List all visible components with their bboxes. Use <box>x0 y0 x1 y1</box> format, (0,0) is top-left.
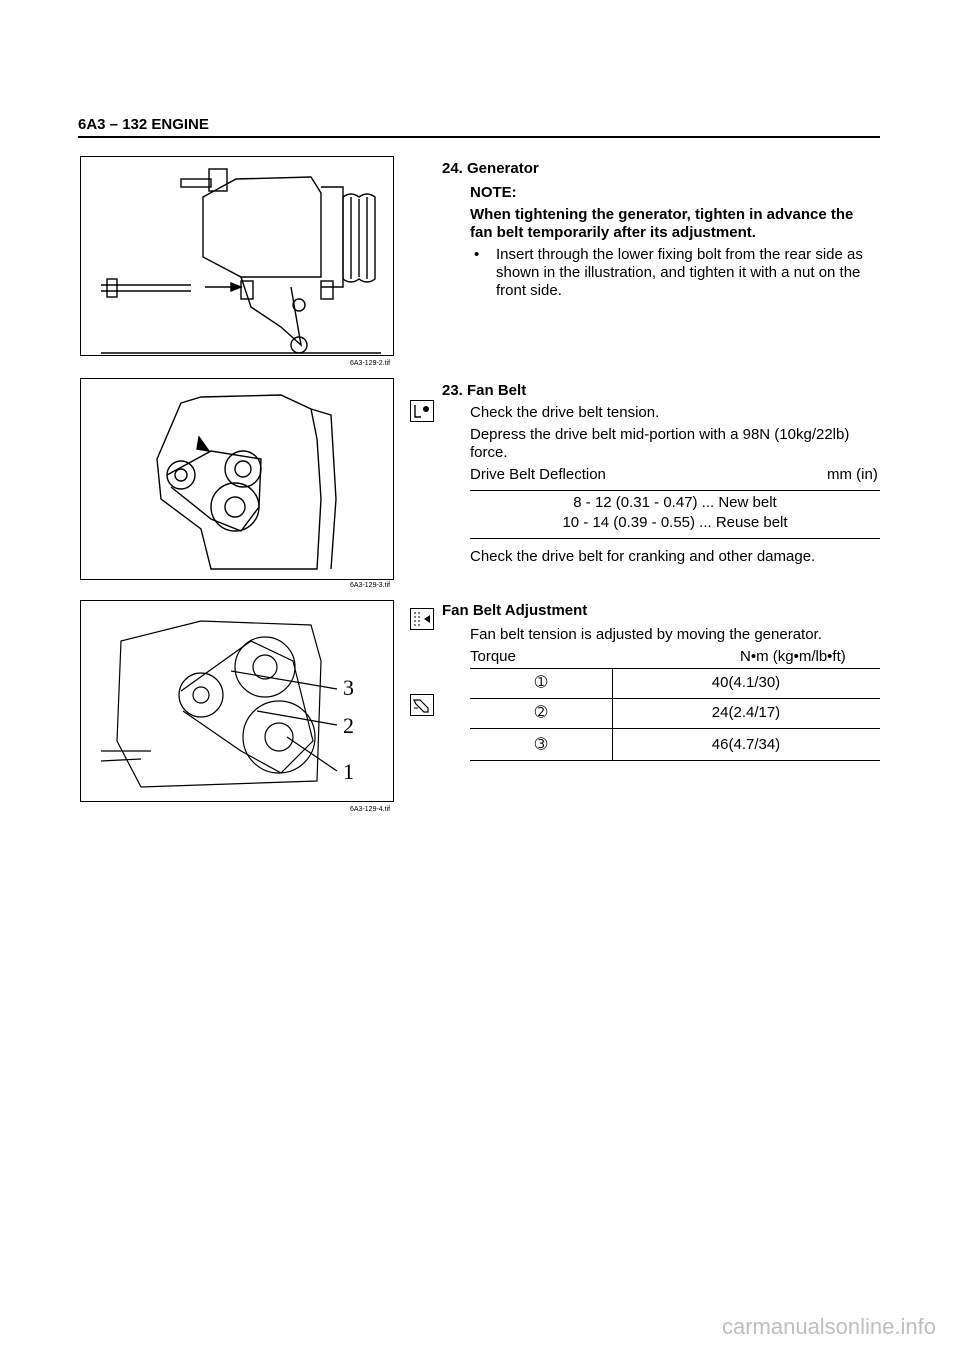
torque-row-id: ➁ <box>534 704 548 721</box>
torque-label: Torque <box>470 648 516 665</box>
spec-label: Drive Belt Deflection <box>470 466 606 483</box>
figure-caption: 6A3-129-3.tif <box>350 582 391 589</box>
inspect-icon <box>410 400 434 422</box>
torque-unit: N•m (kg•m/lb•ft) <box>740 648 846 665</box>
fan-belt-line2: Depress the drive belt mid-portion with a 98N (10kg/22lb) force. <box>470 426 850 461</box>
watermark: carmanualsonline.info <box>721 1314 936 1339</box>
torque-row-value: 40(4.1/30) <box>711 674 781 691</box>
torque-wrench-icon <box>410 694 434 716</box>
callout-3: 3 <box>343 675 354 700</box>
torque-row-id: ➂ <box>534 736 548 753</box>
spec-rule-bottom <box>470 538 880 539</box>
note-label: NOTE: <box>470 184 517 201</box>
table-rule <box>470 668 880 669</box>
callout-1: 1 <box>343 759 354 784</box>
spec-unit: mm (in) <box>827 466 878 483</box>
adjustment-line1: Fan belt tension is adjusted by moving the generator. <box>470 626 822 643</box>
bullet-text: Insert through the lower fixing bolt from the rear side as shown in the illustration, and tighten it with a nut on the front side. <box>496 246 863 299</box>
figure-generator <box>80 156 394 356</box>
adjustment-illustration <box>81 601 393 801</box>
adjust-icon <box>410 608 434 630</box>
fan-belt-illustration <box>81 379 393 579</box>
spec-new: 8 - 12 (0.31 - 0.47) ... New belt <box>573 494 777 511</box>
torque-row-value: 46(4.7/34) <box>711 736 781 753</box>
fan-belt-line3: Check the drive belt for cranking and other damage. <box>470 548 816 565</box>
table-rule <box>470 728 880 729</box>
spec-reuse: 10 - 14 (0.39 - 0.55) ... Reuse belt <box>562 514 788 531</box>
section-title-adjustment: Fan Belt Adjustment <box>442 602 588 619</box>
torque-row-id: ➀ <box>534 674 548 691</box>
fan-belt-line1: Check the drive belt tension. <box>470 404 660 421</box>
section-title-generator: 24. Generator <box>442 160 539 177</box>
header-rule <box>78 136 880 138</box>
generator-illustration <box>81 157 393 355</box>
table-rule <box>470 760 880 761</box>
figure-adjustment <box>80 600 394 802</box>
figure-fan-belt <box>80 378 394 580</box>
section-title-fan-belt: 23. Fan Belt <box>442 382 527 399</box>
note-text: When tightening the generator, tighten in advance the fan belt temporarily after its adjustment. <box>470 206 854 241</box>
bullet: • <box>474 246 480 263</box>
figure-caption: 6A3-129-4.tif <box>350 806 391 813</box>
callout-2: 2 <box>343 713 354 738</box>
page-header: 6A3 – 132 ENGINE <box>78 116 209 133</box>
spec-rule-top <box>470 490 880 491</box>
figure-caption: 6A3-129-2.tif <box>350 360 391 367</box>
torque-row-value: 24(2.4/17) <box>711 704 781 721</box>
table-rule <box>470 698 880 699</box>
